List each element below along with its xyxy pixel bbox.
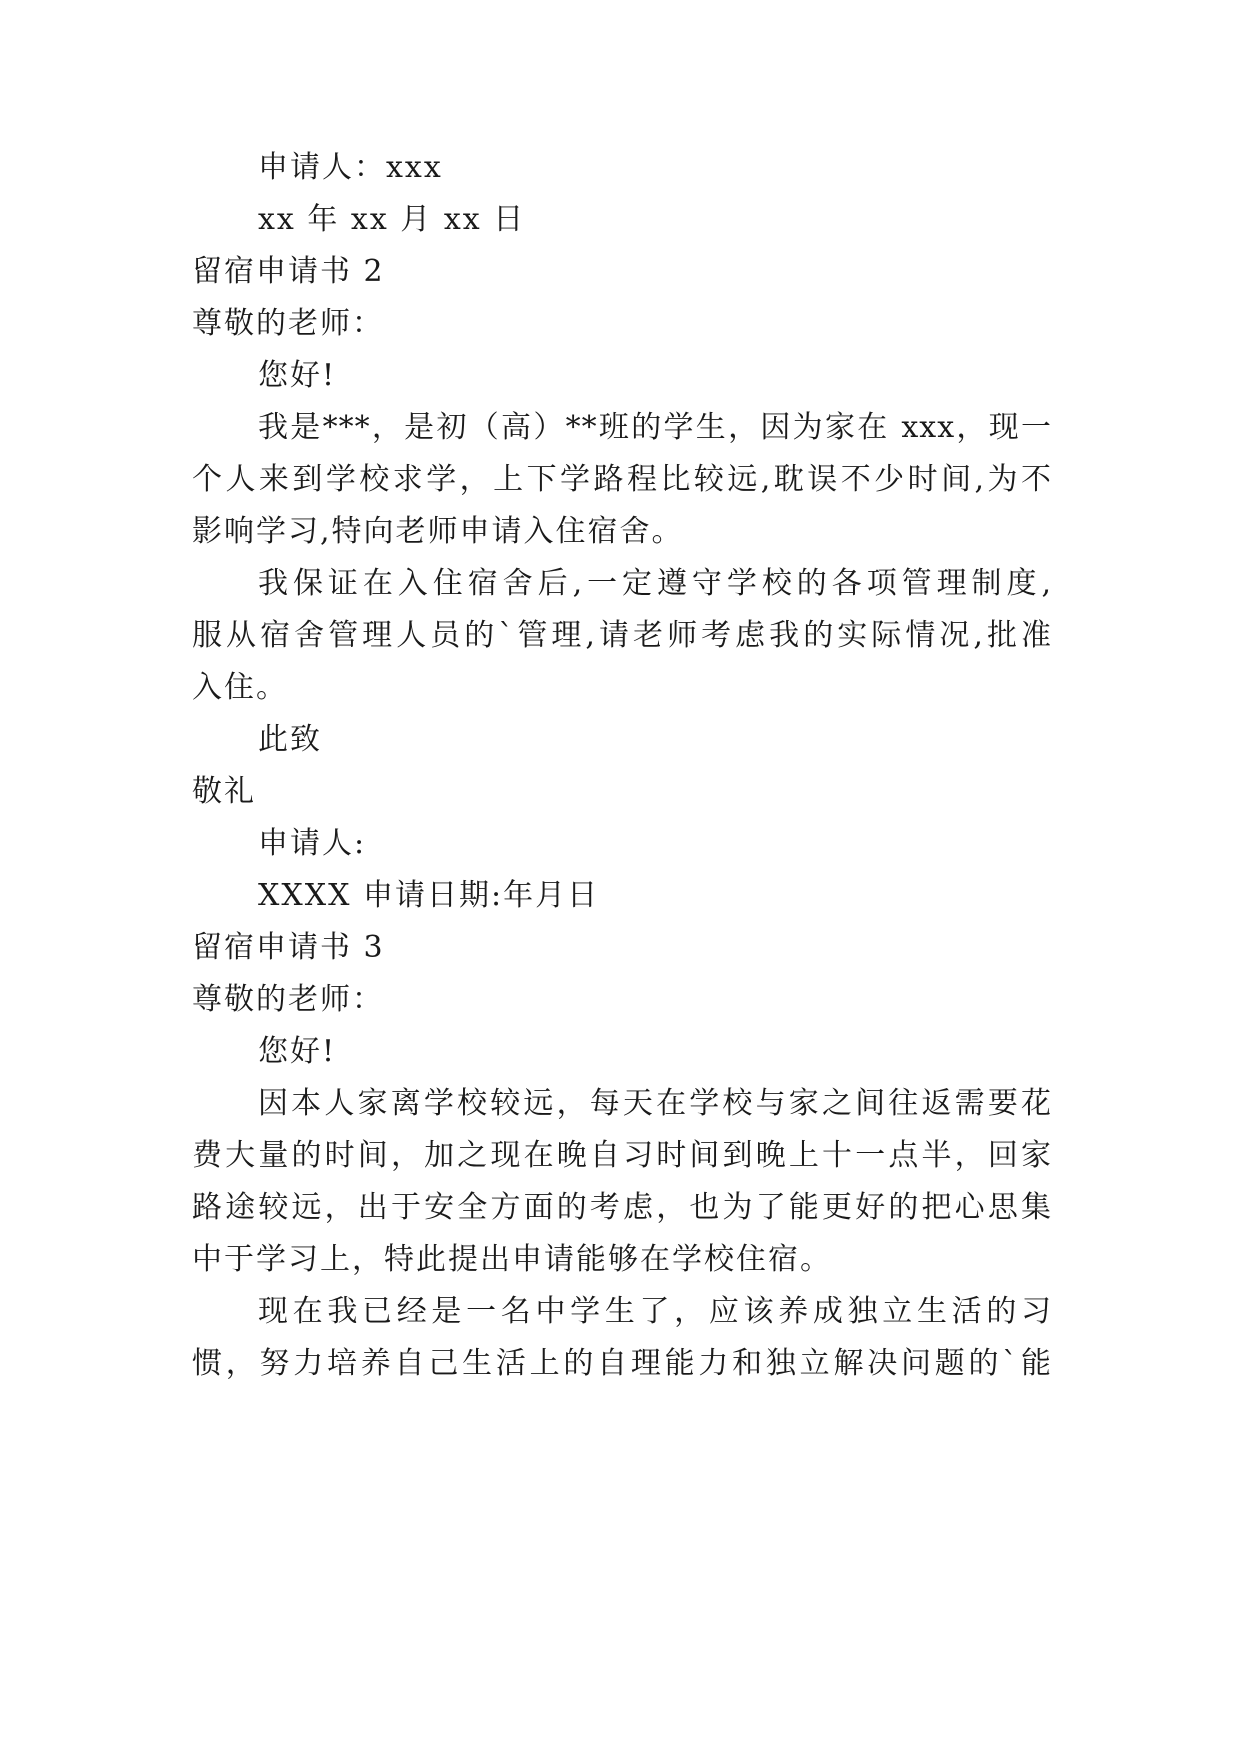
paragraph-line: 惯，努力培养自己生活上的自理能力和独立解决问题的`能 bbox=[192, 1346, 1052, 1381]
closing-line: 敬礼 bbox=[192, 774, 256, 809]
paragraph-line: 中于学习上，特此提出申请能够在学校住宿。 bbox=[192, 1242, 832, 1277]
paragraph-line: 我保证在入住宿舍后,一定遵守学校的各项管理制度, bbox=[258, 566, 1052, 601]
date-line: xx 年 xx 月 xx 日 bbox=[258, 202, 526, 237]
paragraph-line: 路途较远，出于安全方面的考虑，也为了能更好的把心思集 bbox=[192, 1190, 1052, 1225]
greeting: 您好! bbox=[258, 358, 337, 393]
greeting: 您好! bbox=[258, 1034, 337, 1069]
paragraph-line: 入住。 bbox=[192, 670, 288, 705]
paragraph-line: 因本人家离学校较远，每天在学校与家之间往返需要花 bbox=[258, 1086, 1052, 1121]
salutation: 尊敬的老师： bbox=[192, 306, 384, 341]
paragraph-line: 服从宿舍管理人员的`管理,请老师考虑我的实际情况,批准 bbox=[192, 618, 1052, 653]
letter-title: 留宿申请书 2 bbox=[192, 254, 385, 289]
paragraph-line: 费大量的时间，加之现在晚自习时间到晚上十一点半，回家 bbox=[192, 1138, 1052, 1173]
applicant-line: 申请人: bbox=[258, 826, 367, 861]
paragraph-line: 影响学习,特向老师申请入住宿舍。 bbox=[192, 514, 684, 549]
paragraph-line: 现在我已经是一名中学生了，应该养成独立生活的习 bbox=[258, 1294, 1052, 1329]
paragraph-line: 个人来到学校求学，上下学路程比较远,耽误不少时间,为不 bbox=[192, 462, 1052, 497]
closing-line: 此致 bbox=[258, 722, 322, 757]
date-line: XXXX 申请日期:年月日 bbox=[258, 878, 600, 913]
letter-title: 留宿申请书 3 bbox=[192, 930, 385, 965]
paragraph-line: 我是***，是初（高）**班的学生，因为家在 xxx，现一 bbox=[258, 410, 1052, 445]
salutation: 尊敬的老师： bbox=[192, 982, 384, 1017]
applicant-line: 申请人：xxx bbox=[258, 150, 443, 185]
